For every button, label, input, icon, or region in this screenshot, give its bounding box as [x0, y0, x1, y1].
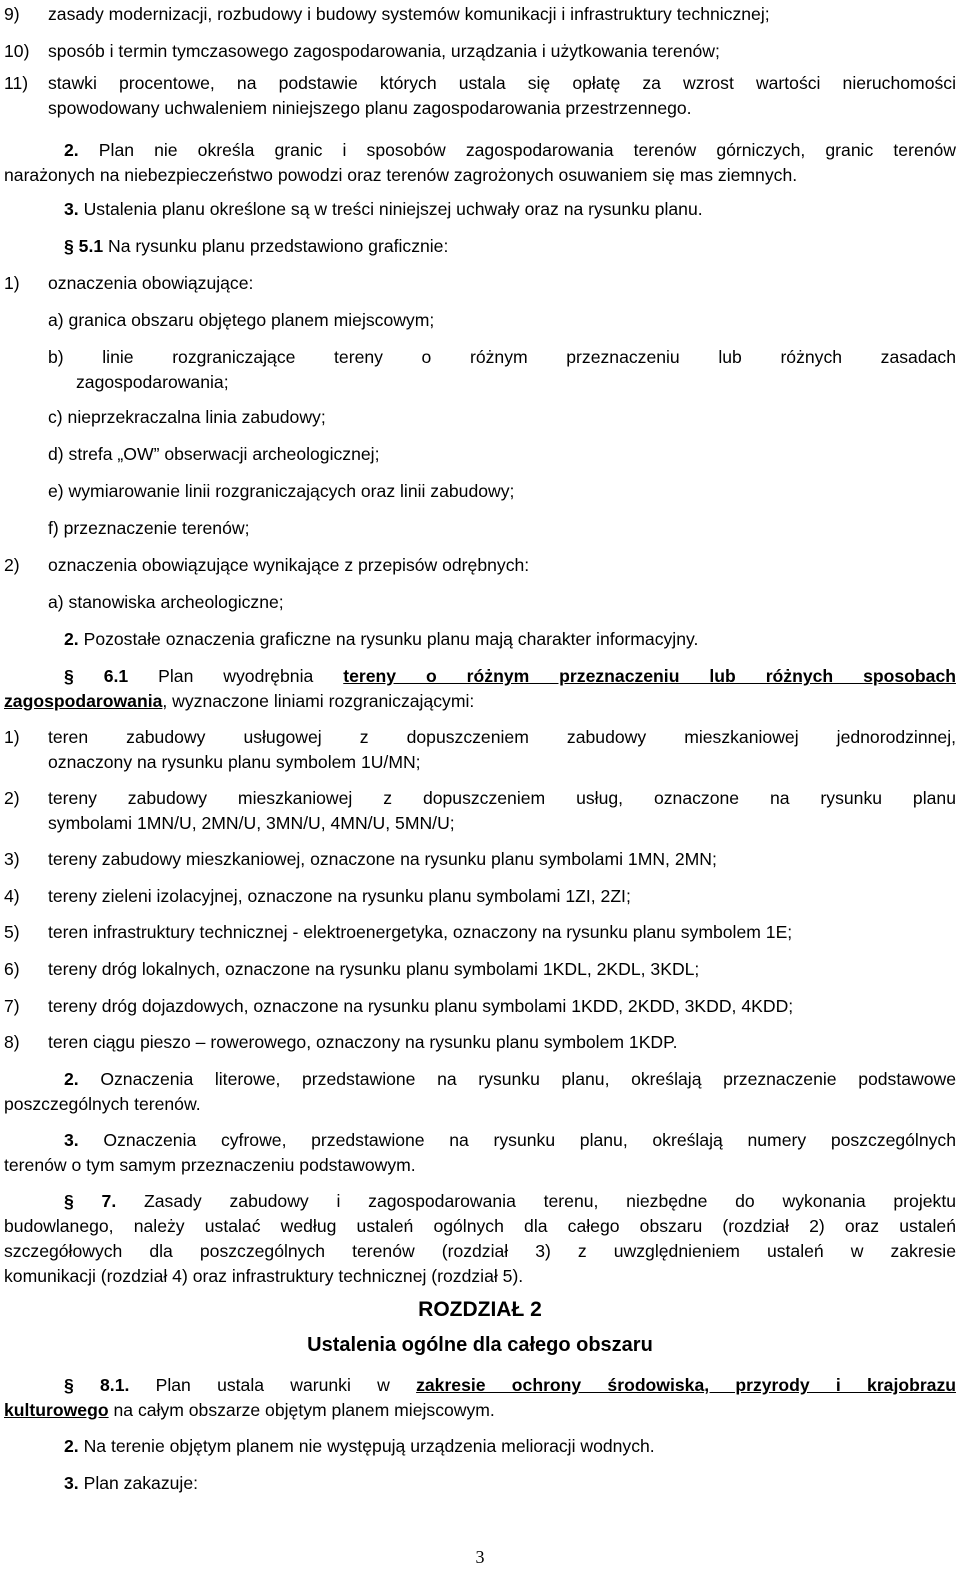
paragraph-text: Na rysunku planu przedstawiono graficznie:: [108, 236, 449, 256]
item-number: 1): [4, 727, 20, 747]
list-item-text: oznaczony na rysunku planu symbolem 1U/MN;: [48, 752, 421, 772]
paragraph-text: Plan nie określa granic i sposobów zagospodarowania terenów górniczych, granic terenów: [98, 140, 957, 160]
paragraph-text: Oznaczenia literowe, przedstawione na rysunku planu, określają przeznaczenie podstawowe: [100, 1069, 957, 1089]
list-item-text: teren infrastruktury technicznej - elektroenergetyka, oznaczony na rysunku planu symbolem 1E;: [48, 922, 793, 942]
paragraph-text: narażonych na niebezpieczeństwo powodzi oraz terenów zagrożonych osuwaniem się mas ziemnych.: [4, 165, 798, 185]
paragraph: [64, 1128, 956, 1153]
item-number: 9): [4, 4, 20, 24]
paragraph-line: [4, 689, 956, 714]
paragraph-line: [4, 1398, 956, 1423]
item-number: 3): [4, 849, 20, 869]
item-number: 6): [4, 959, 20, 979]
section-number: 2.: [64, 140, 79, 160]
chapter-subtitle: Ustalenia ogólne dla całego obszaru: [307, 1334, 653, 1356]
sub-item: a) stanowiska archeologiczne;: [48, 592, 284, 612]
item-number: 2): [4, 788, 20, 808]
emphasis-text: kulturowego: [4, 1400, 109, 1420]
section-number: § 8.1.: [64, 1375, 130, 1395]
list-item-text: zasady modernizacji, rozbudowy i budowy systemów komunikacji i infrastruktury technicznej;: [48, 4, 770, 24]
sub-item: e) wymiarowanie linii rozgraniczających oraz linii zabudowy;: [48, 481, 515, 501]
paragraph-text: , wyznaczone liniami rozgraniczającymi:: [162, 691, 475, 711]
paragraph: [64, 1373, 956, 1398]
sub-item: a) granica obszaru objętego planem miejscowym;: [48, 310, 435, 330]
paragraph-text: terenów o tym samym przeznaczeniu podstawowym.: [4, 1155, 416, 1175]
paragraph: [64, 138, 956, 163]
item-number: 7): [4, 996, 20, 1016]
emphasis-text: zagospodarowania: [4, 691, 163, 711]
paragraph-text: Oznaczenia cyfrowe, przedstawione na rysunku planu, określają numery poszczególnych: [103, 1130, 957, 1150]
section-number: 2.: [64, 629, 79, 649]
section-number: § 6.1: [64, 666, 129, 686]
paragraph: [64, 1434, 960, 1459]
emphasis-text: tereny o różnym przeznaczeniu lub różnych sposobach: [343, 666, 956, 686]
paragraph: [64, 1067, 956, 1092]
item-number: 10): [4, 41, 30, 61]
paragraph-text: Zasady zabudowy i zagospodarowania terenu, niezbędne do wykonania projektu: [144, 1191, 956, 1211]
item-number: 4): [4, 886, 20, 906]
list-item-text: tereny zabudowy mieszkaniowej z dopuszczeniem usług, oznaczone na rysunku planu: [48, 788, 956, 808]
item-number: 1): [4, 273, 20, 293]
item-number: 11): [4, 73, 29, 93]
section-number: § 5.1: [64, 236, 104, 256]
item-number: 2): [4, 555, 20, 575]
list-item-text: oznaczenia obowiązujące wynikające z przepisów odrębnych:: [48, 555, 530, 575]
paragraph-text: poszczególnych terenów.: [4, 1094, 201, 1114]
list-item-text: sposób i termin tymczasowego zagospodarowania, urządzania i użytkowania terenów;: [48, 41, 720, 61]
paragraph-text: Pozostałe oznaczenia graficzne na rysunku planu mają charakter informacyjny.: [83, 629, 699, 649]
list-item-text: spowodowany uchwaleniem niniejszego planu zagospodarowania przestrzennego.: [48, 98, 692, 118]
item-number: 5): [4, 922, 20, 942]
item-number: 8): [4, 1032, 20, 1052]
paragraph-text: Plan ustala warunki w: [155, 1375, 390, 1395]
emphasis-text: zakresie ochrony środowiska, przyrody i krajobrazu: [416, 1375, 957, 1395]
sub-item: c) nieprzekraczalna linia zabudowy;: [48, 407, 326, 427]
section-number: 3.: [64, 199, 79, 219]
list-item-text: tereny zieleni izolacyjnej, oznaczone na rysunku planu symbolami 1ZI, 2ZI;: [48, 886, 631, 906]
section-number: 2.: [64, 1069, 79, 1089]
section-number: 3.: [64, 1130, 79, 1150]
section-number: 3.: [64, 1473, 79, 1493]
list-item-text: tereny dróg lokalnych, oznaczone na rysunku planu symbolami 1KDL, 2KDL, 3KDL;: [48, 959, 700, 979]
list-item-text: teren ciągu pieszo – rowerowego, oznaczony na rysunku planu symbolem 1KDP.: [48, 1032, 678, 1052]
paragraph: [64, 1189, 956, 1214]
paragraph: [64, 197, 960, 222]
paragraph: [64, 627, 960, 652]
paragraph-text: budowlanego, należy ustalać według ustaleń ogólnych dla całego obszaru (rozdział 2) oraz ustaleń: [4, 1216, 956, 1236]
paragraph: [64, 664, 956, 689]
sub-item-cont: zagospodarowania;: [76, 372, 229, 392]
section-number: 2.: [64, 1436, 79, 1456]
paragraph-text: Na terenie objętym planem nie występują urządzenia melioracji wodnych.: [83, 1436, 655, 1456]
list-item-text: teren zabudowy usługowej z dopuszczeniem zabudowy mieszkaniowej jednorodzinnej,: [48, 727, 956, 747]
list-item-text: tereny dróg dojazdowych, oznaczone na rysunku planu symbolami 1KDD, 2KDD, 3KDD, 4KDD;: [48, 996, 794, 1016]
list-item-text: symbolami 1MN/U, 2MN/U, 3MN/U, 4MN/U, 5MN/U;: [48, 813, 455, 833]
paragraph-text: na całym obszarze objętym planem miejscowym.: [113, 1400, 495, 1420]
sub-item: b) linie rozgraniczające tereny o różnym przeznaczeniu lub różnych zasadach: [48, 347, 956, 367]
section-number: § 7.: [64, 1191, 117, 1211]
paragraph-text: Plan zakazuje:: [83, 1473, 199, 1493]
paragraph-text: Ustalenia planu określone są w treści niniejszej uchwały oraz na rysunku planu.: [83, 199, 703, 219]
list-item-text: oznaczenia obowiązujące:: [48, 273, 254, 293]
paragraph: [64, 234, 960, 259]
paragraph-text: szczegółowych dla poszczególnych terenów (rozdział 3) z uwzględnieniem ustaleń w zakresie: [4, 1241, 956, 1261]
list-item-text: tereny zabudowy mieszkaniowej, oznaczone na rysunku planu symbolami 1MN, 2MN;: [48, 849, 717, 869]
list-item-text: stawki procentowe, na podstawie których ustala się opłatę za wzrost wartości nieruchomości: [48, 73, 956, 93]
paragraph-text: komunikacji (rozdział 4) oraz infrastruktury technicznej (rozdział 5).: [4, 1266, 524, 1286]
page-number: 3: [475, 1547, 485, 1567]
chapter-title: ROZDZIAŁ 2: [418, 1298, 542, 1321]
sub-item: f) przeznaczenie terenów;: [48, 518, 250, 538]
paragraph: [64, 1471, 960, 1496]
paragraph-text: Plan wyodrębnia: [158, 666, 314, 686]
sub-item: d) strefa „OW” obserwacji archeologicznej;: [48, 444, 380, 464]
